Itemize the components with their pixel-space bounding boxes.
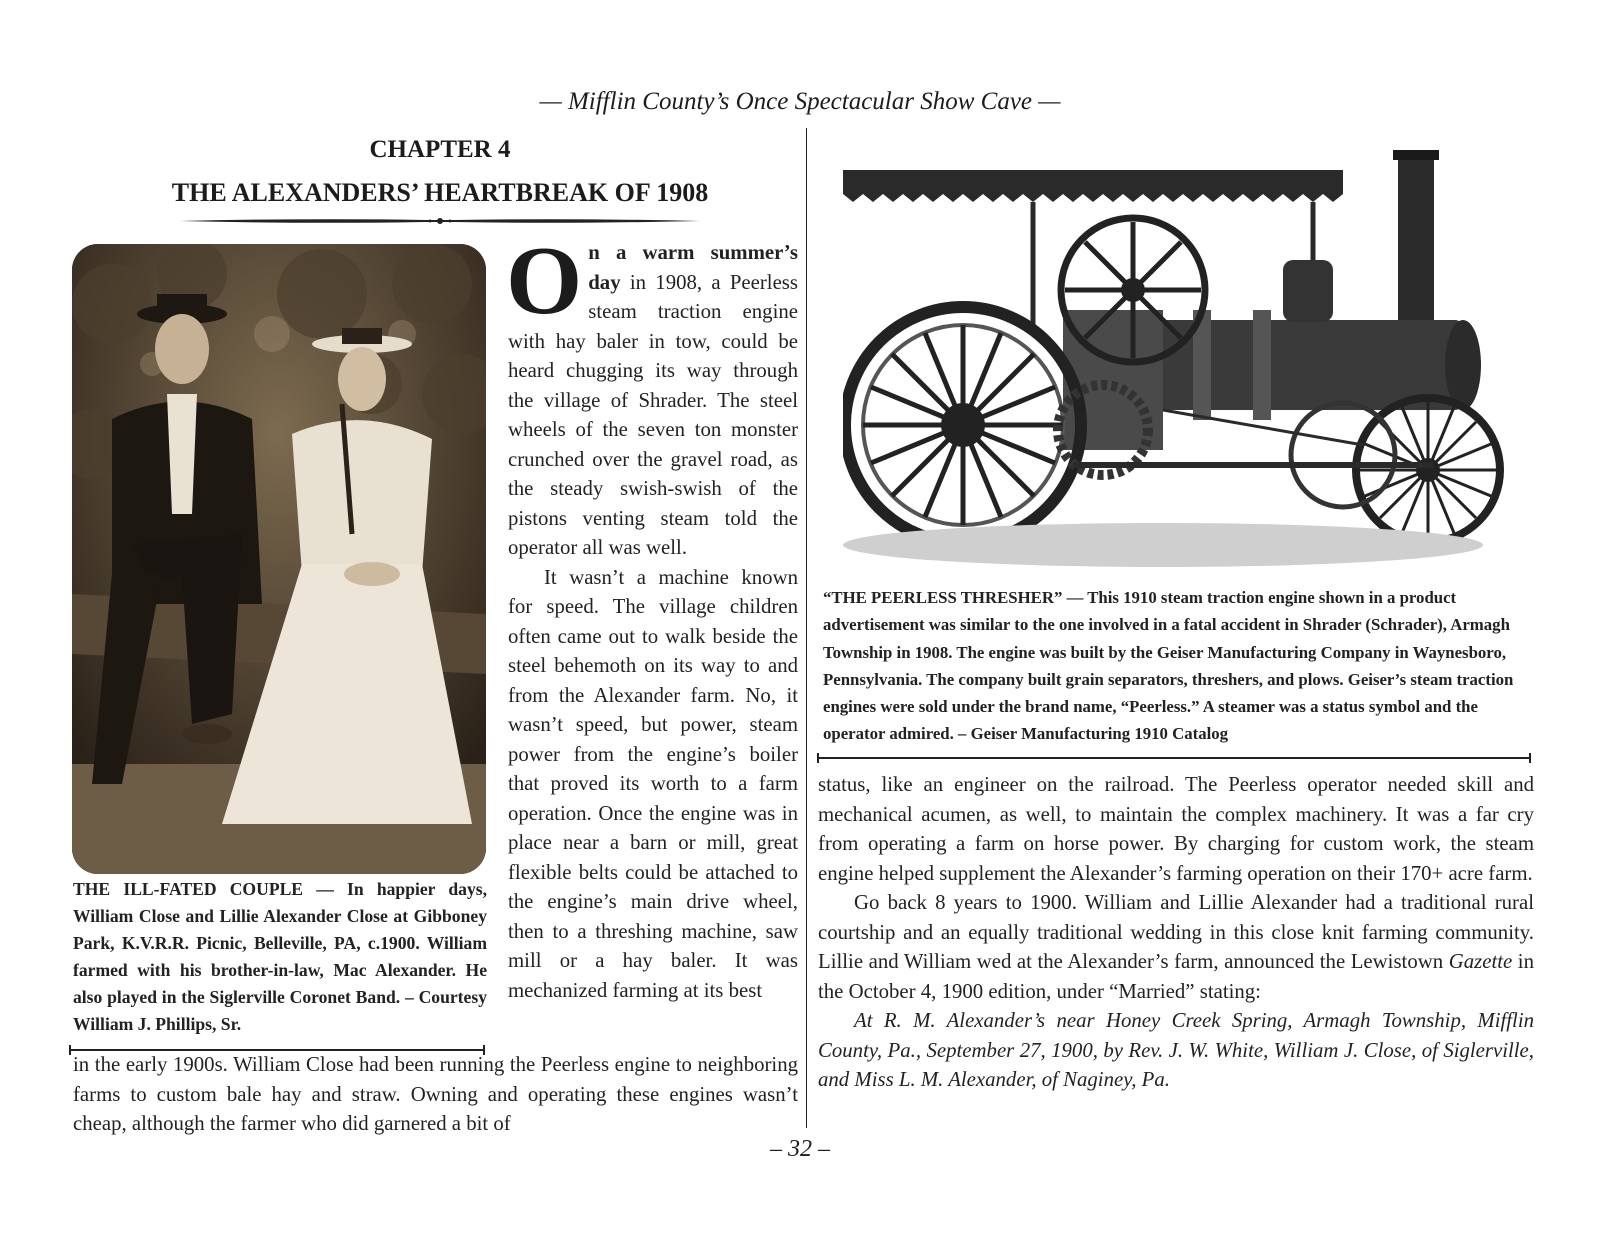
marriage-announcement-quote: At R. M. Alexander’s near Honey Creek Spring, Armagh Township, Mifflin County, Pa., September 27, 1900, by Rev. J. W. White, William J. Close, of Siglerville, and Miss L. M. Alexander, of Naginey, Pa. [818,1009,1534,1091]
article-column-1 [506,227,798,1005]
couple-photograph [72,244,486,874]
paragraph-4-text-end: in the October 4, 1900 edition, under “Married” stating: [818,950,1534,1003]
lead-in: n a warm summer’s day [588,241,798,294]
newspaper-title: Gazette [1448,950,1513,973]
article-column-2 [818,770,1534,1095]
paragraph-4-text: Go back 8 years to 1900. William and Lillie Alexander had a traditional rural courtship and an equally traditional wedding in this close knit farming community. Lillie and William wed at the Alexander’s farm, announced the Lewistown [818,891,1534,973]
column-divider [806,128,807,1128]
caption-divider-right [816,752,1532,764]
page-number: – 32 – [770,1136,830,1162]
running-header: — Mifflin County’s Once Spectacular Show Cave — [539,88,1061,115]
paragraph-1-text: in 1908, a Peerless steam traction engine with hay baler in tow, could be heard chugging its way through the village of Shrader. The steel wheels of the seven ton monster crunched over the gravel road, as the steady swish-swish of the pistons venting steam told the operator all was well. [508,270,798,559]
article-continuation-left: in the early 1900s. William Close had been running the Peerless engine to neighboring farms to custom bale hay and straw. Owning and operating these engines wasn’t cheap, although the farmer who did garnered a bit of [73,1053,798,1135]
article-paragraph-2: It wasn’t a machine known for speed. The village children often came out to walk beside the steel behemoth on its way to and from the Alexander farm. No, it wasn’t speed, but power, steam power from the engine’s boiler that proved its worth to a farm operation. Once the engine was in place near a barn or mill, great flexible belts could be attached to the engine’s main drive wheel, then to a threshing machine, saw mill or a hay baler. It was mechanized farming at its best [508,565,798,1002]
engine-caption: “THE PEERLESS THRESHER” — This 1910 steam traction engine shown in a product advertisement was similar to the one involved in a fatal accident in Shrader (Schrader), Armagh Township in 1908. The engine was built by the Geiser Manufacturing Company in Waynesboro, Pennsylvania. The company built grain separators, threshers, and plows. Geiser’s steam traction engines were sold under the brand name, “Peerless.” A steamer was a status symbol and the operator admired. – Geiser Manufacturing 1910 Catalog [823,588,1514,744]
drop-cap: O [506,227,583,335]
steam-engine-illustration [843,150,1533,570]
chapter-number: CHAPTER 4 [369,136,511,163]
title-ornament-rule [180,216,700,226]
article-paragraph-4 [818,888,1534,1006]
article-paragraph-3: status, like an engineer on the railroad. The Peerless operator needed skill and mechanical acumen, as well, to maintain the complex machinery. It was a far cry from operating a farm on horse power. By charging for custom work, the steam engine helped supplement the Alexander’s farming operation on their 170+ acre farm. [818,773,1534,885]
couple-photo-caption: THE ILL-FATED COUPLE — In happier days, William Close and Lillie Alexander Close at Gibboney Park, K.V.R.R. Picnic, Belleville, PA, c.1900. William farmed with his brother-in-law, Mac Alexander. He also played in the Siglerville Coronet Band. – Courtesy William J. Phillips, Sr. [73,879,487,1034]
article-paragraph-1 [506,227,798,563]
chapter-title: THE ALEXANDERS’ HEARTBREAK OF 1908 [171,178,709,207]
